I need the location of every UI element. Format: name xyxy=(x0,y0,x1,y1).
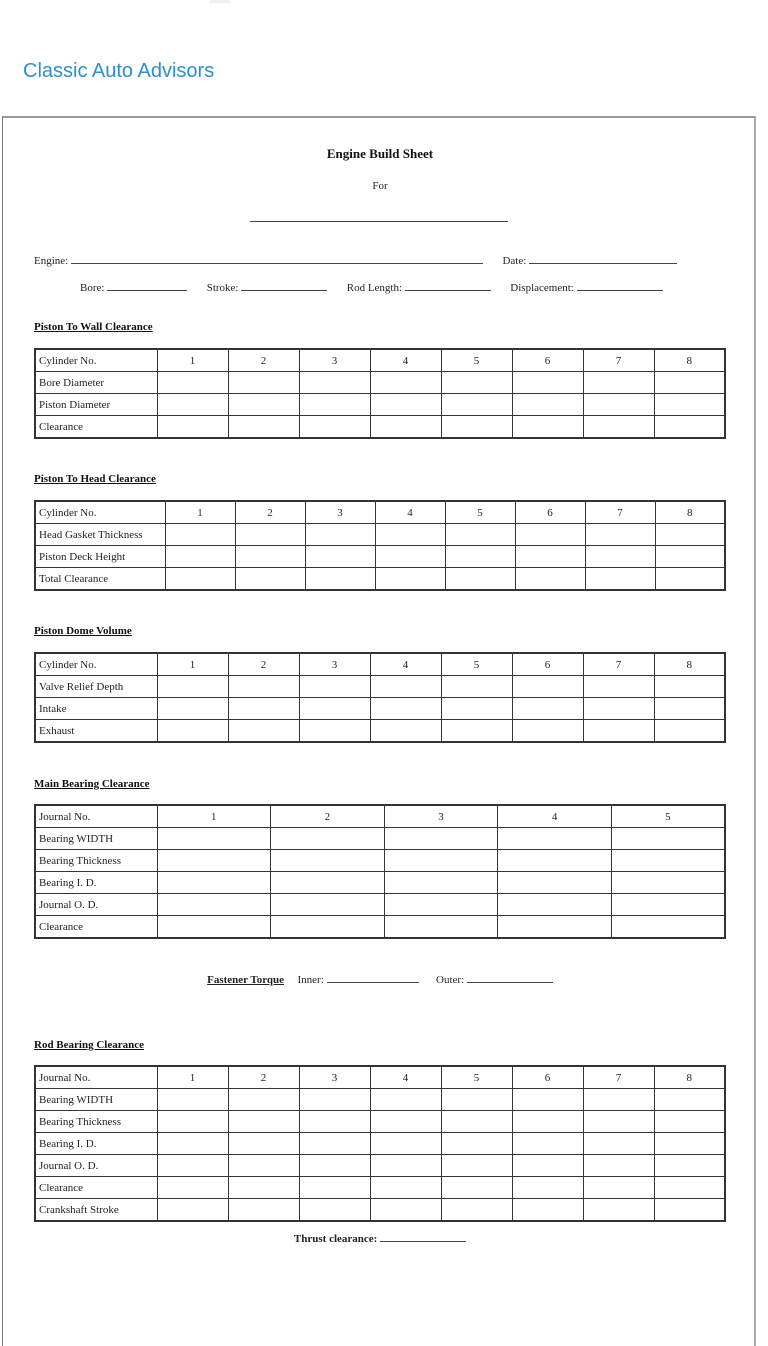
entry-cell[interactable] xyxy=(370,720,441,743)
column-number: 2 xyxy=(235,501,305,524)
brand-title[interactable]: Classic Auto Advisors xyxy=(23,60,215,82)
entry-cell[interactable] xyxy=(512,676,583,698)
entry-cell[interactable] xyxy=(370,372,441,394)
column-number: 5 xyxy=(441,653,512,676)
column-number: 3 xyxy=(305,501,375,524)
entry-cell[interactable] xyxy=(271,828,385,850)
table-rod-bearing xyxy=(34,1065,726,1222)
entry-cell[interactable] xyxy=(235,546,305,568)
entry-cell[interactable] xyxy=(441,416,512,439)
entry-cell[interactable] xyxy=(654,720,725,743)
row-label: Bearing Thickness xyxy=(35,850,157,872)
entry-cell[interactable] xyxy=(299,416,370,439)
thrust-clearance-field[interactable] xyxy=(380,1232,466,1242)
row-label: Journal O. D. xyxy=(35,894,157,916)
column-number: 2 xyxy=(271,805,385,828)
entry-cell[interactable] xyxy=(512,1199,583,1222)
entry-cell[interactable] xyxy=(305,568,375,591)
entry-cell[interactable] xyxy=(299,676,370,698)
entry-cell[interactable] xyxy=(299,1133,370,1155)
column-number: 4 xyxy=(370,349,441,372)
entry-cell[interactable] xyxy=(228,1133,299,1155)
entry-cell[interactable] xyxy=(654,1133,725,1155)
row-label: Crankshaft Stroke xyxy=(35,1199,157,1222)
entry-cell[interactable] xyxy=(654,416,725,439)
row-label: Bore Diameter xyxy=(35,372,157,394)
column-number: 6 xyxy=(512,1066,583,1089)
entry-cell[interactable] xyxy=(157,698,228,720)
entry-cell[interactable] xyxy=(441,1155,512,1177)
entry-cell[interactable] xyxy=(384,828,498,850)
row-label: Piston Deck Height xyxy=(35,546,165,568)
column-number: 5 xyxy=(441,349,512,372)
entry-cell[interactable] xyxy=(512,720,583,743)
engine-build-sheet xyxy=(2,116,756,1346)
table-piston-wall xyxy=(34,348,726,439)
entry-cell[interactable] xyxy=(375,568,445,591)
entry-cell[interactable] xyxy=(228,1199,299,1222)
entry-cell[interactable] xyxy=(299,394,370,416)
entry-cell[interactable] xyxy=(583,720,654,743)
thrust-clearance-row xyxy=(3,1232,757,1245)
entry-cell[interactable] xyxy=(445,524,515,546)
entry-cell[interactable] xyxy=(654,394,725,416)
entry-cell[interactable] xyxy=(157,828,271,850)
table-row xyxy=(35,676,725,698)
entry-cell[interactable] xyxy=(157,1111,228,1133)
column-number: 2 xyxy=(228,1066,299,1089)
entry-cell[interactable] xyxy=(583,676,654,698)
entry-cell[interactable] xyxy=(299,1089,370,1111)
entry-cell[interactable] xyxy=(271,872,385,894)
entry-cell[interactable] xyxy=(228,1155,299,1177)
entry-cell[interactable] xyxy=(441,1199,512,1222)
entry-cell[interactable] xyxy=(441,372,512,394)
fastener-torque-title: Fastener Torque xyxy=(207,974,285,986)
entry-cell[interactable] xyxy=(384,916,498,939)
table-row xyxy=(35,1177,725,1199)
stroke-label: Stroke: xyxy=(206,282,239,294)
entry-cell[interactable] xyxy=(157,720,228,743)
table-row xyxy=(35,524,725,546)
entry-cell[interactable] xyxy=(441,698,512,720)
for-field[interactable] xyxy=(250,221,508,222)
column-number: 6 xyxy=(512,349,583,372)
entry-cell[interactable] xyxy=(228,1111,299,1133)
column-number: 7 xyxy=(583,349,654,372)
entry-cell[interactable] xyxy=(654,372,725,394)
column-number: 7 xyxy=(583,653,654,676)
entry-cell[interactable] xyxy=(157,1089,228,1111)
entry-cell[interactable] xyxy=(370,1133,441,1155)
outer-label: Outer: xyxy=(436,974,465,986)
column-number: 2 xyxy=(228,349,299,372)
row-label: Clearance xyxy=(35,416,157,439)
section-title-dome-volume: Piston Dome Volume xyxy=(34,625,132,637)
bore-field[interactable] xyxy=(107,281,187,291)
row-label: Head Gasket Thickness xyxy=(35,524,165,546)
row-label: Bearing WIDTH xyxy=(35,828,157,850)
entry-cell[interactable] xyxy=(611,828,725,850)
entry-cell[interactable] xyxy=(441,720,512,743)
entry-cell[interactable] xyxy=(441,676,512,698)
entry-cell[interactable] xyxy=(370,416,441,439)
entry-cell[interactable] xyxy=(157,1155,228,1177)
entry-cell[interactable] xyxy=(611,916,725,939)
entry-cell[interactable] xyxy=(370,698,441,720)
table-header-row xyxy=(35,501,725,524)
entry-cell[interactable] xyxy=(299,1155,370,1177)
table-row xyxy=(35,546,725,568)
entry-cell[interactable] xyxy=(370,394,441,416)
header-label: Cylinder No. xyxy=(35,501,165,524)
table-row xyxy=(35,916,725,939)
column-number: 5 xyxy=(445,501,515,524)
column-number: 1 xyxy=(157,805,271,828)
entry-cell[interactable] xyxy=(498,850,612,872)
table-dome-volume xyxy=(34,652,726,743)
inner-label: Inner: xyxy=(297,974,324,986)
table-row xyxy=(35,894,725,916)
entry-cell[interactable] xyxy=(165,568,235,591)
table-row xyxy=(35,720,725,743)
table-row xyxy=(35,394,725,416)
entry-cell[interactable] xyxy=(441,1133,512,1155)
column-number: 3 xyxy=(299,1066,370,1089)
entry-cell[interactable] xyxy=(228,1089,299,1111)
entry-cell[interactable] xyxy=(299,720,370,743)
column-number: 4 xyxy=(370,1066,441,1089)
column-number: 5 xyxy=(441,1066,512,1089)
header-label: Cylinder No. xyxy=(35,653,157,676)
entry-cell[interactable] xyxy=(157,676,228,698)
column-number: 1 xyxy=(165,501,235,524)
entry-cell[interactable] xyxy=(583,1177,654,1199)
date-field[interactable] xyxy=(529,254,677,264)
entry-cell[interactable] xyxy=(228,416,299,439)
entry-cell[interactable] xyxy=(299,1177,370,1199)
row-label: Bearing I. D. xyxy=(35,1133,157,1155)
header-label: Cylinder No. xyxy=(35,349,157,372)
entry-cell[interactable] xyxy=(157,872,271,894)
row-label: Journal O. D. xyxy=(35,1155,157,1177)
row-label: Clearance xyxy=(35,916,157,939)
column-number: 7 xyxy=(583,1066,654,1089)
section-title-main-bearing: Main Bearing Clearance xyxy=(34,778,150,790)
entry-cell[interactable] xyxy=(165,546,235,568)
entry-cell[interactable] xyxy=(157,416,228,439)
entry-cell[interactable] xyxy=(370,1199,441,1222)
entry-cell[interactable] xyxy=(305,524,375,546)
table-row xyxy=(35,698,725,720)
column-number: 3 xyxy=(299,349,370,372)
thrust-clearance-label: Thrust clearance: xyxy=(293,1233,378,1245)
rod-length-label: Rod Length: xyxy=(346,282,403,294)
entry-cell[interactable] xyxy=(515,546,585,568)
entry-cell[interactable] xyxy=(157,372,228,394)
entry-cell[interactable] xyxy=(384,872,498,894)
entry-cell[interactable] xyxy=(157,894,271,916)
row-label: Intake xyxy=(35,698,157,720)
entry-cell[interactable] xyxy=(228,698,299,720)
bore-stroke-row xyxy=(80,281,663,294)
entry-cell[interactable] xyxy=(370,1155,441,1177)
entry-cell[interactable] xyxy=(654,676,725,698)
table-row xyxy=(35,1155,725,1177)
table-row xyxy=(35,872,725,894)
for-label: For xyxy=(372,180,388,192)
column-number: 4 xyxy=(375,501,445,524)
header-label: Journal No. xyxy=(35,1066,157,1089)
table-row xyxy=(35,1089,725,1111)
rod-length-field[interactable] xyxy=(405,281,491,291)
column-number: 8 xyxy=(654,1066,725,1089)
entry-cell[interactable] xyxy=(512,1155,583,1177)
entry-cell[interactable] xyxy=(585,546,655,568)
entry-cell[interactable] xyxy=(654,698,725,720)
table-row xyxy=(35,1199,725,1222)
table-header-row xyxy=(35,653,725,676)
entry-cell[interactable] xyxy=(583,1111,654,1133)
entry-cell[interactable] xyxy=(512,372,583,394)
column-number: 6 xyxy=(512,653,583,676)
table-piston-head xyxy=(34,500,726,591)
entry-cell[interactable] xyxy=(441,1089,512,1111)
column-number: 1 xyxy=(157,1066,228,1089)
table-row xyxy=(35,1133,725,1155)
table-row xyxy=(35,372,725,394)
entry-cell[interactable] xyxy=(271,894,385,916)
entry-cell[interactable] xyxy=(299,1111,370,1133)
entry-cell[interactable] xyxy=(441,1177,512,1199)
column-number: 1 xyxy=(157,653,228,676)
entry-cell[interactable] xyxy=(498,828,612,850)
row-label: Valve Relief Depth xyxy=(35,676,157,698)
displacement-field[interactable] xyxy=(577,281,663,291)
fastener-torque-row xyxy=(3,973,757,986)
row-label: Clearance xyxy=(35,1177,157,1199)
table-main-bearing xyxy=(34,804,726,939)
entry-cell[interactable] xyxy=(157,916,271,939)
entry-cell[interactable] xyxy=(512,394,583,416)
entry-cell[interactable] xyxy=(654,1155,725,1177)
entry-cell[interactable] xyxy=(271,916,385,939)
entry-cell[interactable] xyxy=(299,1199,370,1222)
entry-cell[interactable] xyxy=(655,524,725,546)
entry-cell[interactable] xyxy=(157,1133,228,1155)
entry-cell[interactable] xyxy=(235,524,305,546)
column-number: 4 xyxy=(370,653,441,676)
entry-cell[interactable] xyxy=(654,1111,725,1133)
column-number: 6 xyxy=(515,501,585,524)
entry-cell[interactable] xyxy=(585,568,655,591)
entry-cell[interactable] xyxy=(228,394,299,416)
entry-cell[interactable] xyxy=(305,546,375,568)
outer-field[interactable] xyxy=(467,973,553,983)
entry-cell[interactable] xyxy=(583,1199,654,1222)
inner-field[interactable] xyxy=(327,973,419,983)
column-number: 2 xyxy=(228,653,299,676)
bore-label: Bore: xyxy=(80,282,105,294)
entry-cell[interactable] xyxy=(384,894,498,916)
entry-cell[interactable] xyxy=(445,546,515,568)
entry-cell[interactable] xyxy=(512,698,583,720)
entry-cell[interactable] xyxy=(370,1177,441,1199)
column-number: 8 xyxy=(654,653,725,676)
entry-cell[interactable] xyxy=(654,1177,725,1199)
entry-cell[interactable] xyxy=(299,372,370,394)
entry-cell[interactable] xyxy=(512,1177,583,1199)
top-scroll-hint xyxy=(210,0,230,3)
table-row xyxy=(35,850,725,872)
entry-cell[interactable] xyxy=(611,850,725,872)
entry-cell[interactable] xyxy=(583,394,654,416)
entry-cell[interactable] xyxy=(515,524,585,546)
entry-cell[interactable] xyxy=(583,1089,654,1111)
entry-cell[interactable] xyxy=(441,1111,512,1133)
entry-cell[interactable] xyxy=(498,894,612,916)
entry-cell[interactable] xyxy=(157,850,271,872)
entry-cell[interactable] xyxy=(370,676,441,698)
entry-cell[interactable] xyxy=(512,1133,583,1155)
section-title-piston-head: Piston To Head Clearance xyxy=(34,473,156,485)
row-label: Bearing Thickness xyxy=(35,1111,157,1133)
entry-cell[interactable] xyxy=(654,1089,725,1111)
entry-cell[interactable] xyxy=(655,568,725,591)
table-row xyxy=(35,828,725,850)
entry-cell[interactable] xyxy=(441,394,512,416)
column-number: 8 xyxy=(654,349,725,372)
column-number: 5 xyxy=(611,805,725,828)
entry-cell[interactable] xyxy=(271,850,385,872)
entry-cell[interactable] xyxy=(375,546,445,568)
entry-cell[interactable] xyxy=(157,1199,228,1222)
engine-label: Engine: xyxy=(34,255,69,267)
row-label: Exhaust xyxy=(35,720,157,743)
entry-cell[interactable] xyxy=(228,372,299,394)
entry-cell[interactable] xyxy=(655,546,725,568)
table-row xyxy=(35,568,725,591)
column-number: 1 xyxy=(157,349,228,372)
entry-cell[interactable] xyxy=(384,850,498,872)
entry-cell[interactable] xyxy=(228,720,299,743)
entry-cell[interactable] xyxy=(370,1089,441,1111)
entry-cell[interactable] xyxy=(583,698,654,720)
table-header-row xyxy=(35,1066,725,1089)
entry-cell[interactable] xyxy=(498,916,612,939)
engine-date-row xyxy=(34,254,677,267)
entry-cell[interactable] xyxy=(585,524,655,546)
entry-cell[interactable] xyxy=(370,1111,441,1133)
entry-cell[interactable] xyxy=(498,872,612,894)
date-label: Date: xyxy=(502,255,527,267)
entry-cell[interactable] xyxy=(512,1089,583,1111)
entry-cell[interactable] xyxy=(611,894,725,916)
table-row xyxy=(35,416,725,439)
entry-cell[interactable] xyxy=(512,1111,583,1133)
section-title-rod-bearing: Rod Bearing Clearance xyxy=(34,1039,144,1051)
sheet-title: Engine Build Sheet xyxy=(326,146,434,161)
column-number: 3 xyxy=(384,805,498,828)
entry-cell[interactable] xyxy=(583,1155,654,1177)
stroke-field[interactable] xyxy=(241,281,327,291)
displacement-label: Displacement: xyxy=(510,282,574,294)
entry-cell[interactable] xyxy=(512,416,583,439)
entry-cell[interactable] xyxy=(445,568,515,591)
table-row xyxy=(35,1111,725,1133)
entry-cell[interactable] xyxy=(583,416,654,439)
entry-cell[interactable] xyxy=(228,676,299,698)
row-label: Bearing I. D. xyxy=(35,872,157,894)
entry-cell[interactable] xyxy=(157,1177,228,1199)
column-number: 8 xyxy=(655,501,725,524)
section-title-piston-wall: Piston To Wall Clearance xyxy=(34,321,153,333)
entry-cell[interactable] xyxy=(515,568,585,591)
column-number: 3 xyxy=(299,653,370,676)
row-label: Bearing WIDTH xyxy=(35,1089,157,1111)
entry-cell[interactable] xyxy=(235,568,305,591)
entry-cell[interactable] xyxy=(654,1199,725,1222)
table-header-row xyxy=(35,805,725,828)
entry-cell[interactable] xyxy=(299,698,370,720)
row-label: Piston Diameter xyxy=(35,394,157,416)
table-header-row xyxy=(35,349,725,372)
entry-cell[interactable] xyxy=(165,524,235,546)
entry-cell[interactable] xyxy=(157,394,228,416)
entry-cell[interactable] xyxy=(611,872,725,894)
row-label: Total Clearance xyxy=(35,568,165,591)
column-number: 4 xyxy=(498,805,612,828)
entry-cell[interactable] xyxy=(583,372,654,394)
header-label: Journal No. xyxy=(35,805,157,828)
entry-cell[interactable] xyxy=(228,1177,299,1199)
engine-field[interactable] xyxy=(71,254,483,264)
entry-cell[interactable] xyxy=(583,1133,654,1155)
column-number: 7 xyxy=(585,501,655,524)
entry-cell[interactable] xyxy=(375,524,445,546)
